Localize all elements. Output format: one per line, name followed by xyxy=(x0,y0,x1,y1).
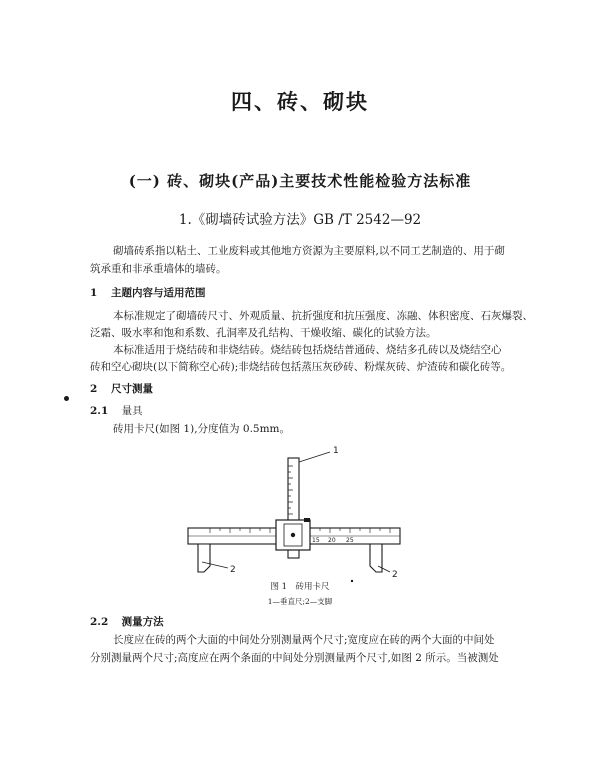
sec22-title: 测量方法 xyxy=(121,616,164,628)
sec2-title: 尺寸测量 xyxy=(110,383,153,395)
standard-heading xyxy=(0,208,600,228)
scale-label-15: 15 xyxy=(312,537,320,544)
callout-1-label: 1 xyxy=(333,446,339,456)
standard-number: 1. xyxy=(178,212,192,228)
standard-title: 《砌墙砖试验方法》 xyxy=(191,212,314,228)
locking-screw xyxy=(291,533,295,537)
sec1-heading xyxy=(90,285,205,300)
sec21-title: 量具 xyxy=(121,405,143,417)
scale-label-25: 25 xyxy=(346,537,354,544)
sec2-number: 2 xyxy=(90,383,98,395)
brick-caliper-figure xyxy=(180,440,420,590)
sec1-p2-line-2: 砖和空心砌块(以下简称空心砖);非烧结砖包括蒸压灰砂砖、粉煤灰砖、炉渣砖和碳化砖等。 xyxy=(90,361,512,373)
figure-legend: 1—垂直尺;2—支脚 xyxy=(267,597,333,606)
sec21-text: 砖用卡尺(如图 1),分度值为 0.5mm。 xyxy=(113,423,290,435)
figure-caption: 图 1 砖用卡尺 xyxy=(270,582,330,592)
sec22-number: 2.2 xyxy=(90,616,109,628)
callout-1-leader xyxy=(299,452,330,462)
callout-2-left-label: 2 xyxy=(230,565,236,575)
right-foot xyxy=(370,544,382,572)
sec1-number: 1 xyxy=(90,287,98,299)
sec22-heading xyxy=(90,614,164,631)
section-title: (一) 砖、砌块(产品)主要技术性能检验方法标准 xyxy=(128,172,472,190)
sec1-p1-line-2: 泛霜、吸水率和饱和系数、孔洞率及孔结构、干燥收缩、碳化的试验方法。 xyxy=(90,327,437,339)
sec1-p2-line-1: 本标准适用于烧结砖和非烧结砖。烧结砖包括烧结普通砖、烧结多孔砖以及烧结空心 xyxy=(113,344,502,356)
intro-line-2: 筑承重和非承重墙体的墙砖。 xyxy=(90,263,227,275)
standard-code: GB /T 2542—92 xyxy=(313,212,422,228)
sec2-heading xyxy=(90,381,153,396)
callout-2-right-label: 2 xyxy=(392,570,398,580)
intro-line-1: 砌墙砖系指以粘土、工业废料或其他地方资源为主要原料,以不同工艺制造的、用于砌 xyxy=(113,245,505,257)
sec21-number: 2.1 xyxy=(90,405,109,417)
sec1-title: 主题内容与适用范围 xyxy=(110,287,206,299)
chapter-title: 四、砖、砌块 xyxy=(231,89,369,114)
sec21-heading xyxy=(90,403,143,420)
margin-dot xyxy=(64,396,69,401)
sec22-line-1: 长度应在砖的两个大面的中间处分别测量两个尺寸;宽度应在砖的两个大面的中间处 xyxy=(113,634,495,646)
sec1-p1-line-1: 本标准规定了砌墙砖尺寸、外观质量、抗折强度和抗压强度、冻融、体积密度、石灰爆裂、 xyxy=(113,310,533,322)
left-foot xyxy=(198,544,210,572)
sec22-line-2: 分别测量两个尺寸;高度应在两个条面的中间处分别测量两个尺寸,如图 2 所示。当被测处 xyxy=(90,652,499,664)
scale-label-20: 20 xyxy=(328,537,336,544)
